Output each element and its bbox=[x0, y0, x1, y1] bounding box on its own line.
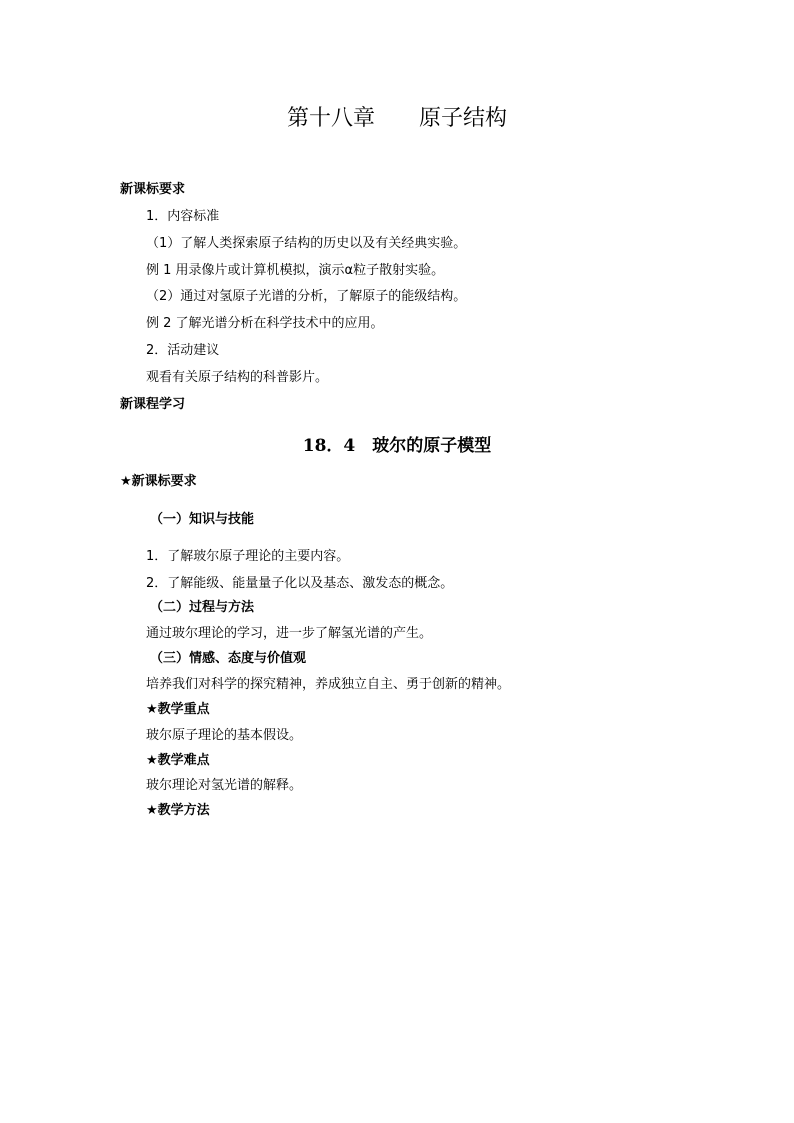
knowledge-heading: （一）知识与技能 bbox=[150, 512, 255, 527]
key-point-heading: ★教学重点 bbox=[146, 702, 210, 717]
activity-text: 观看有关原子结构的科普影片。 bbox=[146, 370, 329, 385]
objectives-heading: ★新课标要求 bbox=[120, 474, 197, 489]
example-1: 例 1 用录像片或计算机模拟，演示α粒子散射实验。 bbox=[146, 263, 445, 278]
knowledge-item-2: 2．了解能级、能量量子化以及基态、激发态的概念。 bbox=[146, 576, 454, 591]
method-heading: ★教学方法 bbox=[146, 803, 210, 818]
standard-item-2: （2）通过对氢原子光谱的分析，了解原子的能级结构。 bbox=[146, 289, 467, 304]
activity-heading: 2．活动建议 bbox=[146, 343, 220, 358]
content-standard: 1．内容标准 bbox=[146, 209, 220, 224]
example-2: 例 2 了解光谱分析在科学技术中的应用。 bbox=[146, 316, 384, 331]
difficulty-text: 玻尔理论对氢光谱的解释。 bbox=[146, 778, 303, 793]
emotion-text: 培养我们对科学的探究精神，养成独立自主、勇于创新的精神。 bbox=[146, 677, 511, 692]
difficulty-heading: ★教学难点 bbox=[146, 753, 210, 768]
knowledge-item-1: 1．了解玻尔原子理论的主要内容。 bbox=[146, 549, 350, 564]
course-heading: 新课程学习 bbox=[120, 397, 186, 412]
chapter-title: 第十八章 原子结构 bbox=[286, 106, 507, 131]
emotion-heading: （三）情感、态度与价值观 bbox=[150, 651, 307, 666]
curriculum-heading: 新课标要求 bbox=[120, 182, 186, 197]
section-title: 18．4 玻尔的原子模型 bbox=[302, 436, 492, 456]
process-heading: （二）过程与方法 bbox=[150, 600, 255, 615]
key-point-text: 玻尔原子理论的基本假设。 bbox=[146, 728, 303, 743]
process-text: 通过玻尔理论的学习，进一步了解氢光谱的产生。 bbox=[146, 626, 433, 641]
standard-item-1: （1）了解人类探索原子结构的历史以及有关经典实验。 bbox=[146, 236, 467, 251]
